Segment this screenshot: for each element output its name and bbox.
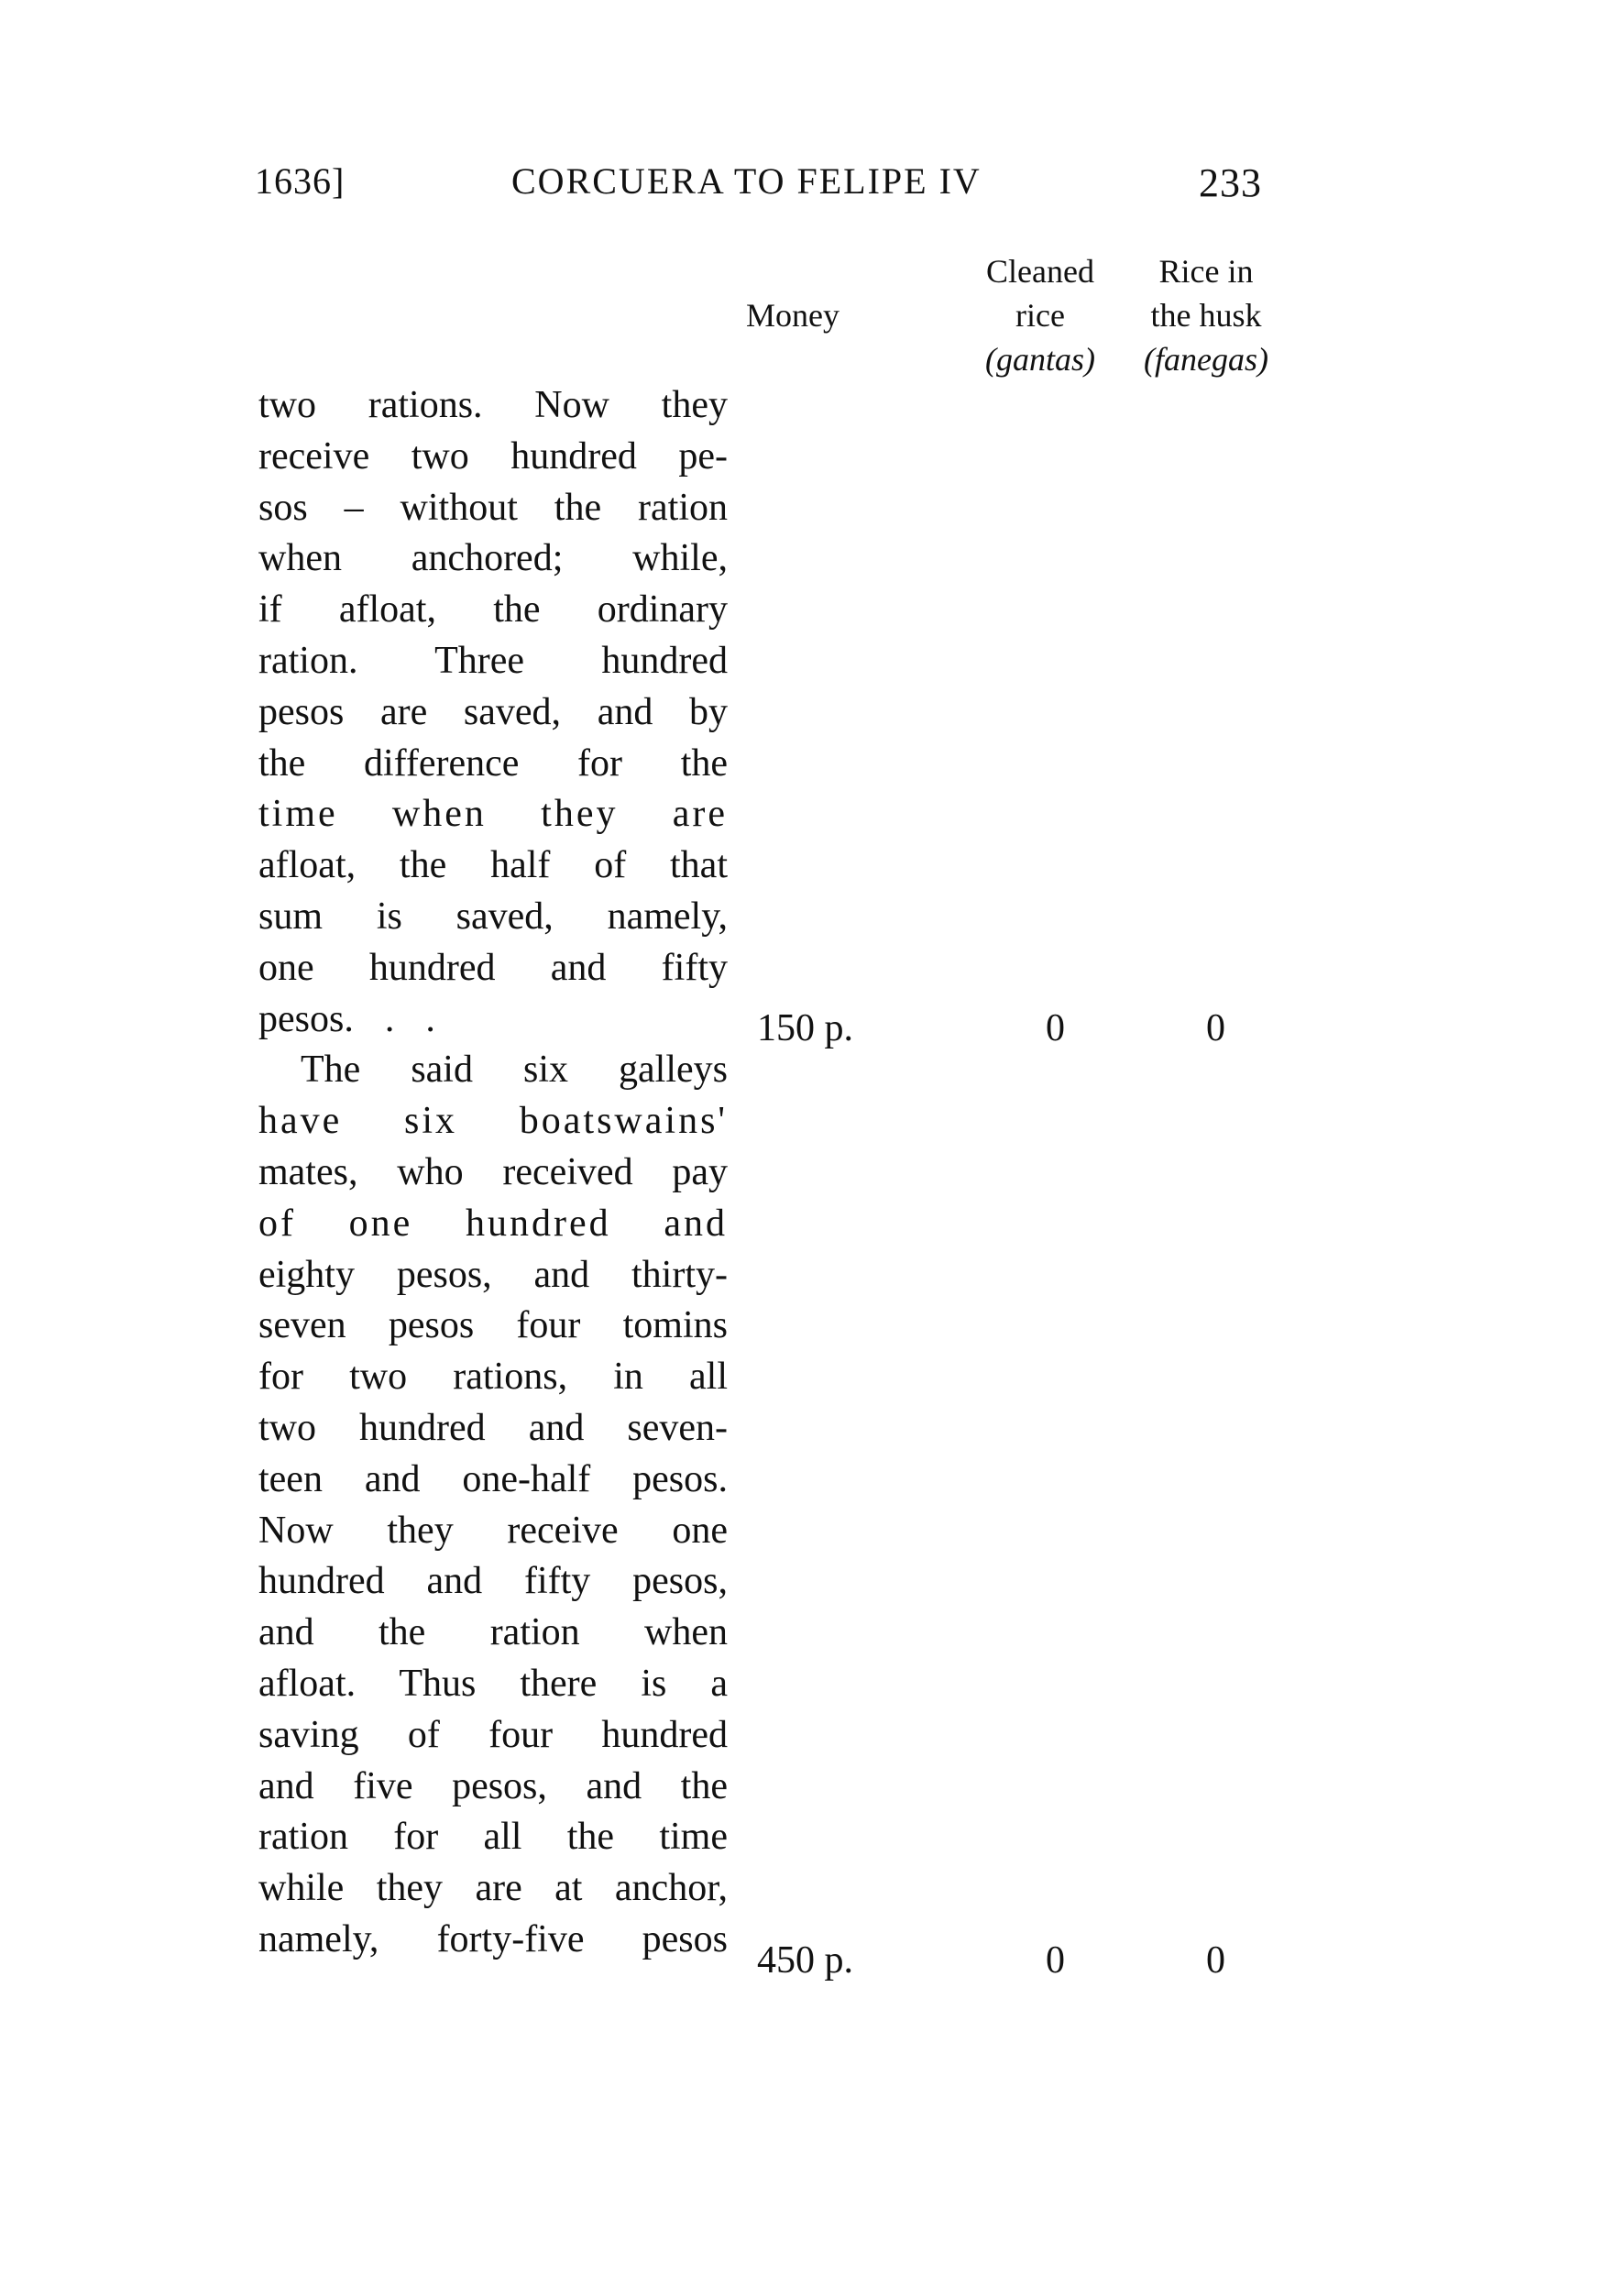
text-line: two rations. Now they [258, 384, 728, 426]
running-head-title: CORCUERA TO FELIPE IV [511, 160, 982, 202]
text-line: have six boatswains' [258, 1100, 728, 1143]
text-line: when anchored; while, [258, 537, 728, 580]
column-header-money-label: Money [746, 297, 839, 334]
text-line-pesos: pesos [258, 997, 345, 1040]
paragraph-start-line: The said six galleys [301, 1049, 728, 1092]
rice-husk-value: 0 [1206, 1007, 1225, 1049]
text-line: if afloat, the ordinary [258, 588, 728, 631]
column-header-money [733, 293, 852, 337]
text-line: two hundred and seven- [258, 1406, 728, 1449]
column-header-husk-line1: Rice in [1158, 253, 1254, 290]
cleaned-rice-value: 0 [1046, 1939, 1065, 1982]
text-line: afloat, the half of that [258, 844, 728, 887]
column-header-cleaned-line1: Cleaned [986, 253, 1094, 290]
text-line: seven pesos four tomins [258, 1304, 728, 1347]
body-text [258, 380, 728, 1966]
page-number: 233 [1199, 160, 1262, 205]
text-line: time when they are [258, 793, 728, 836]
text-line: sum is saved, namely, [258, 895, 728, 938]
text-line: receive two hundred pe- [258, 434, 728, 478]
column-header-husk-unit: (fanegas) [1144, 341, 1268, 378]
text-line: of one hundred and [258, 1202, 728, 1245]
text-line: and the ration when [258, 1611, 728, 1654]
running-head-year: 1636] [255, 160, 346, 202]
leader-dots: ... [344, 997, 466, 1040]
text-line-with-leader [258, 994, 728, 1046]
text-line: Now they receive one [258, 1509, 728, 1552]
text-line: while they are at anchor, [258, 1867, 728, 1910]
text-line: one hundred and fifty [258, 946, 728, 989]
text-line: teen and one-half pesos. [258, 1457, 728, 1500]
rice-husk-value: 0 [1206, 1939, 1225, 1982]
text-line: ration for all the time [258, 1816, 728, 1859]
text-line: mates, who received pay [258, 1150, 728, 1193]
text-line: saving of four hundred [258, 1713, 728, 1756]
text-line: pesos are saved, and by [258, 690, 728, 733]
column-header-cleaned-rice [953, 249, 1127, 381]
money-value: 150 p. [757, 1007, 853, 1049]
column-header-cleaned-line2: rice [1015, 297, 1065, 334]
column-header-rice-husk [1124, 249, 1289, 381]
text-line: sos – without the ration [258, 486, 728, 529]
text-line: hundred and fifty pesos, [258, 1560, 728, 1603]
column-header-husk-line2: the husk [1150, 297, 1262, 334]
column-header-cleaned-unit: (gantas) [985, 341, 1095, 378]
text-line: afloat. Thus there is a [258, 1662, 728, 1705]
text-line: for two rations, in all [258, 1356, 728, 1399]
text-line: eighty pesos, and thirty- [258, 1253, 728, 1296]
money-value: 450 p. [757, 1939, 853, 1982]
cleaned-rice-value: 0 [1046, 1007, 1065, 1049]
text-line: namely, forty-five pesos [258, 1917, 728, 1960]
text-line: and five pesos, and the [258, 1764, 728, 1807]
text-line: the difference for the [258, 741, 728, 785]
text-line: ration. Three hundred [258, 639, 728, 682]
